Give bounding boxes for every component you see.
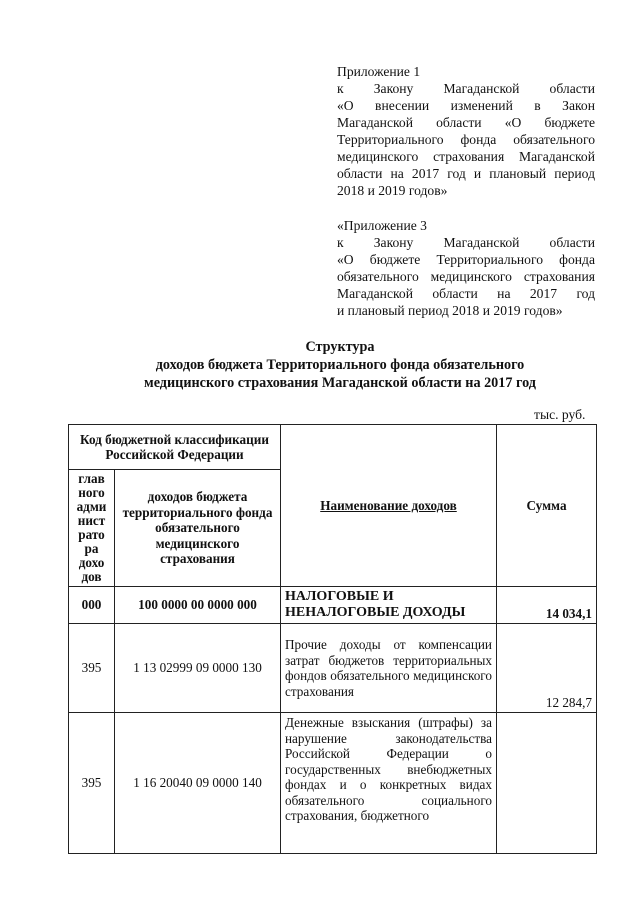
header-income-name: Наименование доходов [281,425,497,587]
annex1-line: Территориального фонда обязательного [337,132,595,147]
cell-name: Прочие доходы от компенсации затрат бюджетов территориальных фондов обязательного медицинского страхования [281,624,497,713]
annex3-line: «Приложение 3 [337,218,427,233]
income-structure-table [68,424,597,854]
header-admin-code: глав ного адми нист рато ра дохо дов [69,470,115,587]
annex1-line: «О внесении изменений в Закон [337,98,595,113]
cell-name: НАЛОГОВЫЕ И НЕНАЛОГОВЫЕ ДОХОДЫ [281,587,497,624]
units-label: тыс. руб. [534,407,586,422]
annex3-line: «О бюджете Территориального фонда [337,252,595,267]
annex3-line: к Закону Магаданской области [337,235,595,250]
header-sum: Сумма [497,425,597,587]
header-income-code: доходов бюджета территориального фонда обязательного медицинского страхования [115,470,281,587]
cell-code: 100 0000 00 0000 000 [115,587,281,624]
table-row [69,713,597,854]
title-line-1: Структура [305,339,375,355]
cell-name: Денежные взыскания (штрафы) за нарушение законодательства Российской Федерации о государственных внебюджетных фондах и о конкретных видах обязательного социального страхования, бюджетного [281,713,497,854]
cell-code: 1 16 20040 09 0000 140 [115,713,281,854]
cell-sum: 14 034,1 [497,587,597,624]
table-header-row [69,425,597,470]
header-budget-classification: Код бюджетной классификации Российской Федерации [69,425,281,470]
cell-admin: 000 [69,587,115,624]
annex1-line: 2018 и 2019 годов» [337,183,448,198]
annex1-line: Приложение 1 [337,64,421,79]
cell-admin: 395 [69,624,115,713]
title-line-3: медицинского страхования Магаданской области на 2017 год [144,375,536,391]
annex3-line: и плановый период 2018 и 2019 годов» [337,303,563,318]
cell-code: 1 13 02999 09 0000 130 [115,624,281,713]
annex1-line: Магаданской области «О бюджете [337,115,595,130]
title-line-2: доходов бюджета Территориального фонда обязательного [155,357,525,373]
cell-admin: 395 [69,713,115,854]
annex1-line: области на 2017 год и плановый период [337,166,595,181]
cell-sum: 12 284,7 [497,624,597,713]
cell-sum [497,713,597,854]
table-row [69,587,597,624]
document-title [60,338,620,392]
table-row [69,624,597,713]
annex1-line: к Закону Магаданской области [337,81,595,96]
annex3-line: обязательного медицинского страхования [337,269,595,284]
annex3-line: Магаданской области на 2017 год [337,286,595,301]
annex-header-block [337,63,595,319]
annex1-line: медицинского страхования Магаданской [337,149,595,164]
